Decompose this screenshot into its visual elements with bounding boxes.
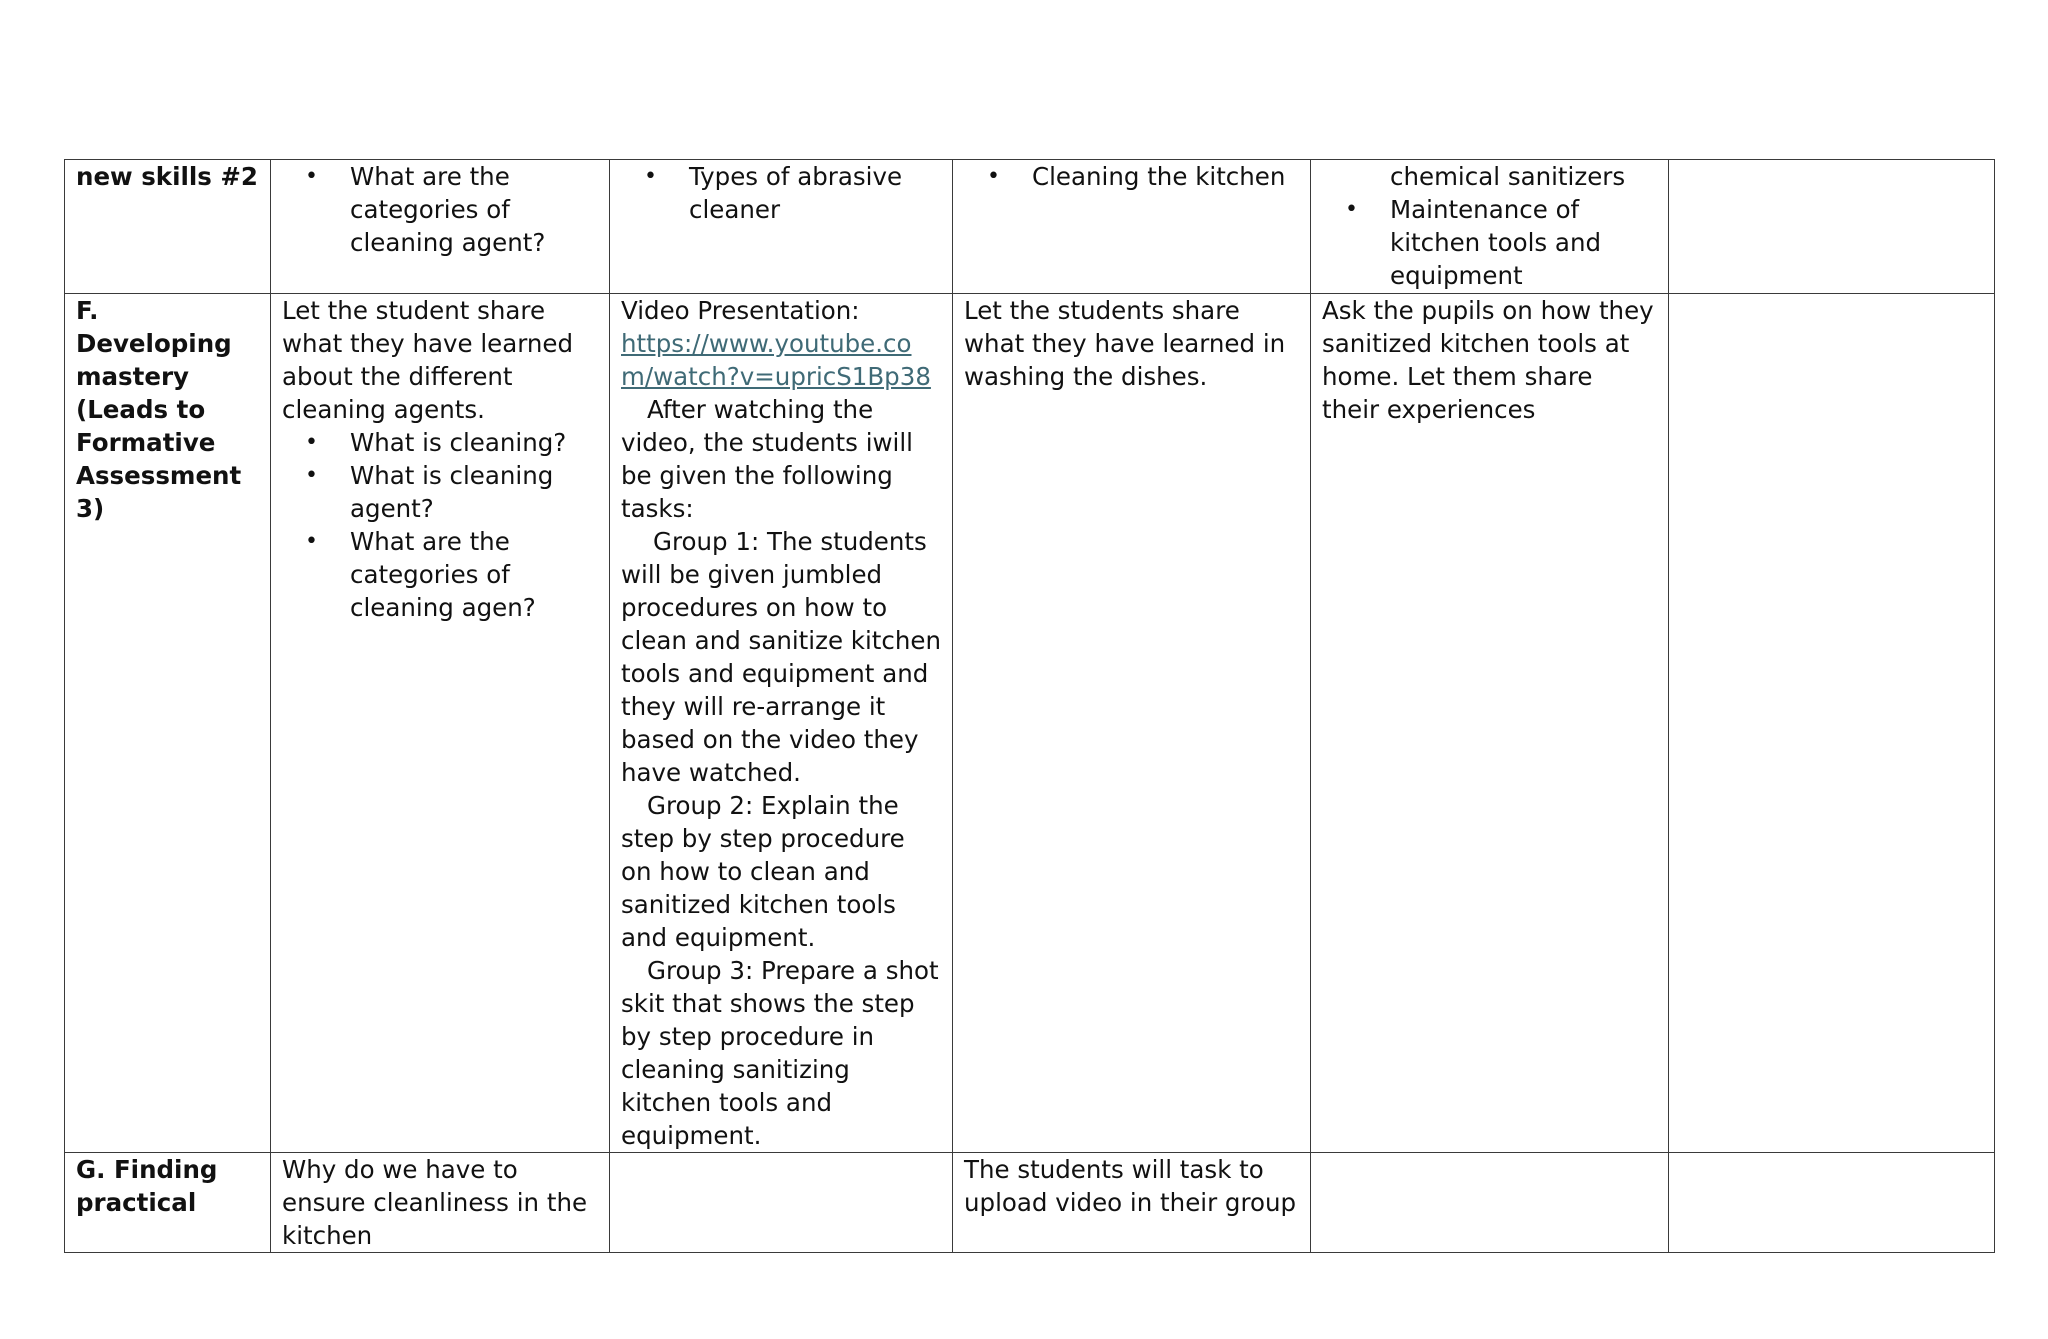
bullet-icon: • bbox=[644, 164, 657, 189]
list-item bbox=[644, 160, 941, 226]
table-row bbox=[65, 160, 1995, 294]
list-item bbox=[305, 426, 598, 459]
bullet-icon: • bbox=[1345, 197, 1358, 222]
list-item-continuation bbox=[1390, 160, 1657, 193]
table-cell bbox=[271, 294, 610, 1153]
group-3-task: Group 3: Prepare a shot skit that shows the step by step procedure in cleaning sanitizing kitchen tools and equipment. bbox=[621, 956, 939, 1150]
bullet-list bbox=[282, 426, 598, 624]
row-label bbox=[65, 1153, 271, 1253]
group-1-task: Group 1: The students will be given jumbled procedures on how to clean and sanitize kitchen tools and equipment and they will re-arrange it based on the video they have watched. bbox=[621, 527, 942, 787]
row-label-text: G. Finding practical bbox=[76, 1155, 218, 1217]
table-cell-empty bbox=[1669, 160, 1995, 294]
video-presentation-title: Video Presentation: bbox=[621, 296, 860, 325]
bullet-icon: • bbox=[987, 164, 1000, 189]
lesson-plan-table bbox=[64, 159, 1995, 1253]
group-2-task: Group 2: Explain the step by step procedure on how to clean and sanitized kitchen tools and equipment. bbox=[621, 791, 905, 952]
list-item-text: What are the categories of cleaning agen? bbox=[350, 527, 536, 622]
row-label bbox=[65, 294, 271, 1153]
list-item-text: Types of abrasive cleaner bbox=[689, 162, 903, 224]
bullet-list bbox=[621, 160, 941, 226]
cell-text: The students will task to upload video in their group bbox=[964, 1155, 1297, 1217]
bullet-icon: • bbox=[305, 463, 318, 488]
list-item-text: What is cleaning agent? bbox=[350, 461, 554, 523]
list-item bbox=[1345, 193, 1657, 292]
table-row bbox=[65, 294, 1995, 1153]
table-cell bbox=[271, 160, 610, 294]
bullet-icon: • bbox=[305, 529, 318, 554]
list-item-text: What is cleaning? bbox=[350, 428, 567, 457]
table-cell bbox=[1311, 294, 1669, 1153]
row-label-text: new skills #2 bbox=[76, 162, 258, 191]
table-cell bbox=[610, 294, 953, 1153]
table-cell bbox=[953, 294, 1311, 1153]
list-item bbox=[305, 459, 598, 525]
cell-text: Let the students share what they have learned in washing the dishes. bbox=[964, 296, 1286, 391]
table-cell bbox=[1311, 160, 1669, 294]
cell-text: Ask the pupils on how they sanitized kitchen tools at home. Let them share their experiences bbox=[1322, 296, 1654, 424]
table-cell-empty bbox=[1311, 1153, 1669, 1253]
table-cell bbox=[610, 160, 953, 294]
video-link[interactable]: https://www.youtube.com/watch?v=upricS1Bp38 bbox=[621, 329, 931, 391]
list-item bbox=[987, 160, 1299, 193]
list-item bbox=[305, 525, 598, 624]
table-cell bbox=[953, 1153, 1311, 1253]
table-cell bbox=[953, 160, 1311, 294]
cell-text: After watching the video, the students iwill be given the following tasks: bbox=[621, 395, 913, 523]
bullet-icon: • bbox=[305, 430, 318, 455]
list-item-text: What are the categories of cleaning agent? bbox=[350, 162, 546, 257]
table-cell bbox=[271, 1153, 610, 1253]
list-item-text: Cleaning the kitchen bbox=[1032, 162, 1286, 191]
list-item bbox=[305, 160, 598, 259]
table-row bbox=[65, 1153, 1995, 1253]
bullet-list bbox=[1322, 160, 1657, 292]
row-label bbox=[65, 160, 271, 294]
cell-text: Why do we have to ensure cleanliness in the kitchen bbox=[282, 1155, 588, 1250]
bullet-list bbox=[964, 160, 1299, 193]
list-item-text: chemical sanitizers bbox=[1390, 162, 1626, 191]
table-cell-empty bbox=[1669, 1153, 1995, 1253]
bullet-list bbox=[282, 160, 598, 259]
cell-text: Let the student share what they have learned about the different cleaning agents. bbox=[282, 296, 574, 424]
row-label-text: F. Developing mastery (Leads to Formative Assessment 3) bbox=[76, 296, 242, 523]
bullet-icon: • bbox=[305, 164, 318, 189]
table-cell-empty bbox=[1669, 294, 1995, 1153]
table-cell-empty bbox=[610, 1153, 953, 1253]
list-item-text: Maintenance of kitchen tools and equipment bbox=[1390, 195, 1602, 290]
